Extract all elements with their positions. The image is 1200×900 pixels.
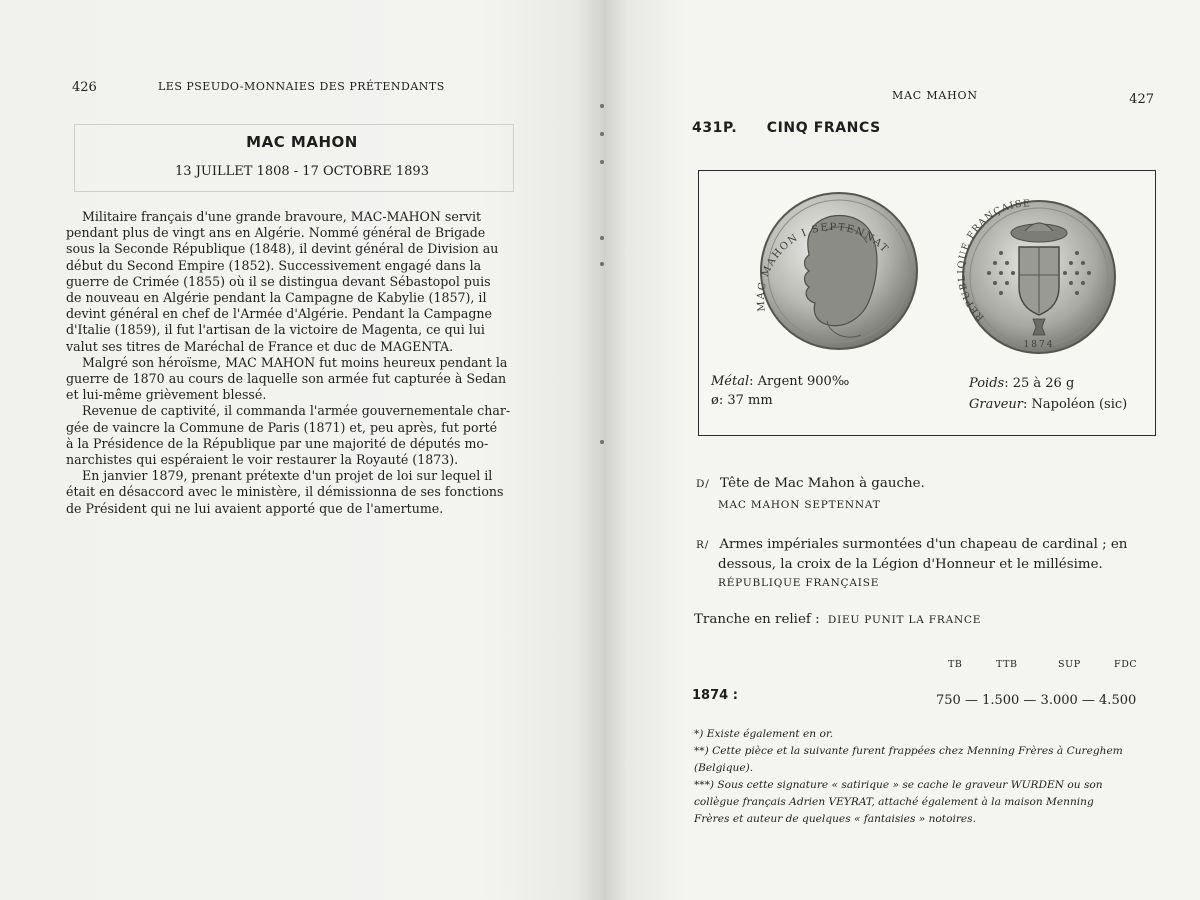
left-running-head: LES PSEUDO-MONNAIES DES PRÉTENDANTS <box>158 80 445 93</box>
spec-engraver <box>969 397 1127 412</box>
body-line: devint général en chef de l'Armée d'Algérie. Pendant la Campagne <box>66 306 492 322</box>
price-year: 1874 : <box>692 688 738 703</box>
reverse-legend-text: RÉPUBLIQUE FRANÇAISE <box>718 577 880 589</box>
spec-metal-value: : Argent 900‰ <box>749 374 850 389</box>
grade-ttb: TTB <box>996 659 1018 670</box>
spec-diameter <box>711 393 773 408</box>
footnote: collègue français Adrien VEYRAT, attaché également à la maison Menning <box>694 796 1094 808</box>
body-line: guerre de 1870 au cours de laquelle son armée fut capturée à Sedan <box>66 371 507 387</box>
edge-description <box>694 612 981 627</box>
body-line: d'Italie (1859), il fut l'artisan de la victoire de Magenta, ce qui lui <box>66 322 485 338</box>
body-line: Militaire français d'une grande bravoure, MAC-MAHON servit <box>82 209 482 224</box>
footnote: Frères et auteur de quelques « fantaisies » notoires. <box>694 813 976 825</box>
spec-diameter-label: ø <box>711 393 719 408</box>
body-line: pendant plus de vingt ans en Algérie. Nommé général de Brigade <box>66 225 486 241</box>
body-line: et lui-même grièvement blessé. <box>66 387 267 403</box>
right-running-head: MAC MAHON <box>892 89 978 102</box>
biography-text <box>66 209 516 517</box>
spec-metal-label: Métal <box>711 374 750 389</box>
body-line: gée de vaincre la Commune de Paris (1871) et, peu après, fut porté <box>66 419 498 435</box>
footnote: ***) Sous cette signature « satirique » se cache le graveur WURDEN ou son <box>694 779 1103 791</box>
reverse-text-1: Armes impériales surmontées d'un chapeau de cardinal ; en <box>719 537 1128 552</box>
left-title: MAC MAHON <box>246 133 358 151</box>
reverse-text-2: dessous, la croix de la Légion d'Honneur et le millésime. <box>718 557 1103 572</box>
coin-plate <box>698 170 1156 436</box>
right-page <box>604 0 1200 900</box>
item-heading <box>692 120 881 136</box>
spec-weight-value: : 25 à 26 g <box>1004 376 1075 391</box>
body-line: sous la Seconde République (1848), il devint général de Division au <box>66 241 499 257</box>
coin-obverse <box>756 193 917 349</box>
coin-reverse <box>956 198 1115 353</box>
spec-metal <box>711 374 849 389</box>
body-line: narchistes qui espéraient le voir restaurer la Royauté (1873). <box>66 452 459 468</box>
body-line: à la Présidence de la République par une majorité de députés mo- <box>66 435 489 451</box>
obverse-description <box>696 476 925 491</box>
spec-diameter-value: : 37 mm <box>718 393 773 408</box>
obverse-legend: MAC MAHON I SEPTENNAT <box>755 221 891 313</box>
body-line: En janvier 1879, prenant prétexte d'un projet de loi sur lequel il <box>82 468 493 484</box>
body-line: guerre de Crimée (1855) où il se distingua devant Sébastopol puis <box>66 273 491 289</box>
reverse-year: 1874 <box>1023 340 1055 350</box>
left-page-number: 426 <box>72 80 97 95</box>
right-page-number: 427 <box>1129 92 1154 107</box>
left-dates: 13 JUILLET 1808 - 17 OCTOBRE 1893 <box>175 164 429 179</box>
grade-fdc: FDC <box>1114 659 1138 670</box>
item-code: 431P. <box>692 120 738 136</box>
spec-weight-label: Poids <box>969 376 1005 391</box>
spec-engraver-value: : Napoléon (sic) <box>1022 397 1128 412</box>
body-line: Malgré son héroïsme, MAC MAHON fut moins heureux pendant la <box>82 354 508 370</box>
body-line: de nouveau en Algérie pendant la Campagne de Kabylie (1857), il <box>66 290 487 306</box>
obverse-marker: D/ <box>696 478 710 490</box>
price-values: 750 — 1.500 — 3.000 — 4.500 <box>936 693 1137 708</box>
grade-tb: TB <box>948 659 963 670</box>
obverse-text: Tête de Mac Mahon à gauche. <box>719 476 925 491</box>
body-line: de Président qui ne lui avaient apporté que de l'amertume. <box>66 500 444 516</box>
footnote: *) Existe également en or. <box>694 728 834 740</box>
reverse-description-line-1 <box>696 537 1127 552</box>
obverse-legend-text: MAC MAHON SEPTENNAT <box>718 499 881 511</box>
edge-label: Tranche en relief : <box>694 612 820 627</box>
edge-legend: DIEU PUNIT LA FRANCE <box>827 614 982 626</box>
reverse-legend: REPUBLIQUE FRANÇAISE <box>956 198 1032 323</box>
body-line: était en désaccord avec le ministère, il démissionna de ses fonctions <box>66 484 504 500</box>
reverse-marker: R/ <box>696 539 710 551</box>
spec-weight <box>969 376 1074 391</box>
body-line: Revenue de captivité, il commanda l'armée gouvernementale char- <box>82 403 511 419</box>
body-line: début du Second Empire (1852). Successivement engagé dans la <box>66 257 482 273</box>
grade-sup: SUP <box>1058 659 1081 670</box>
footnote: **) Cette pièce et la suivante furent frappées chez Menning Frères à Cureghem <box>694 745 1123 757</box>
body-line: valut ses titres de Maréchal de France et duc de MAGENTA. <box>66 338 454 354</box>
spec-engraver-label: Graveur <box>969 397 1023 412</box>
footnote: (Belgique). <box>694 762 754 774</box>
item-title: CINQ FRANCS <box>766 120 881 136</box>
